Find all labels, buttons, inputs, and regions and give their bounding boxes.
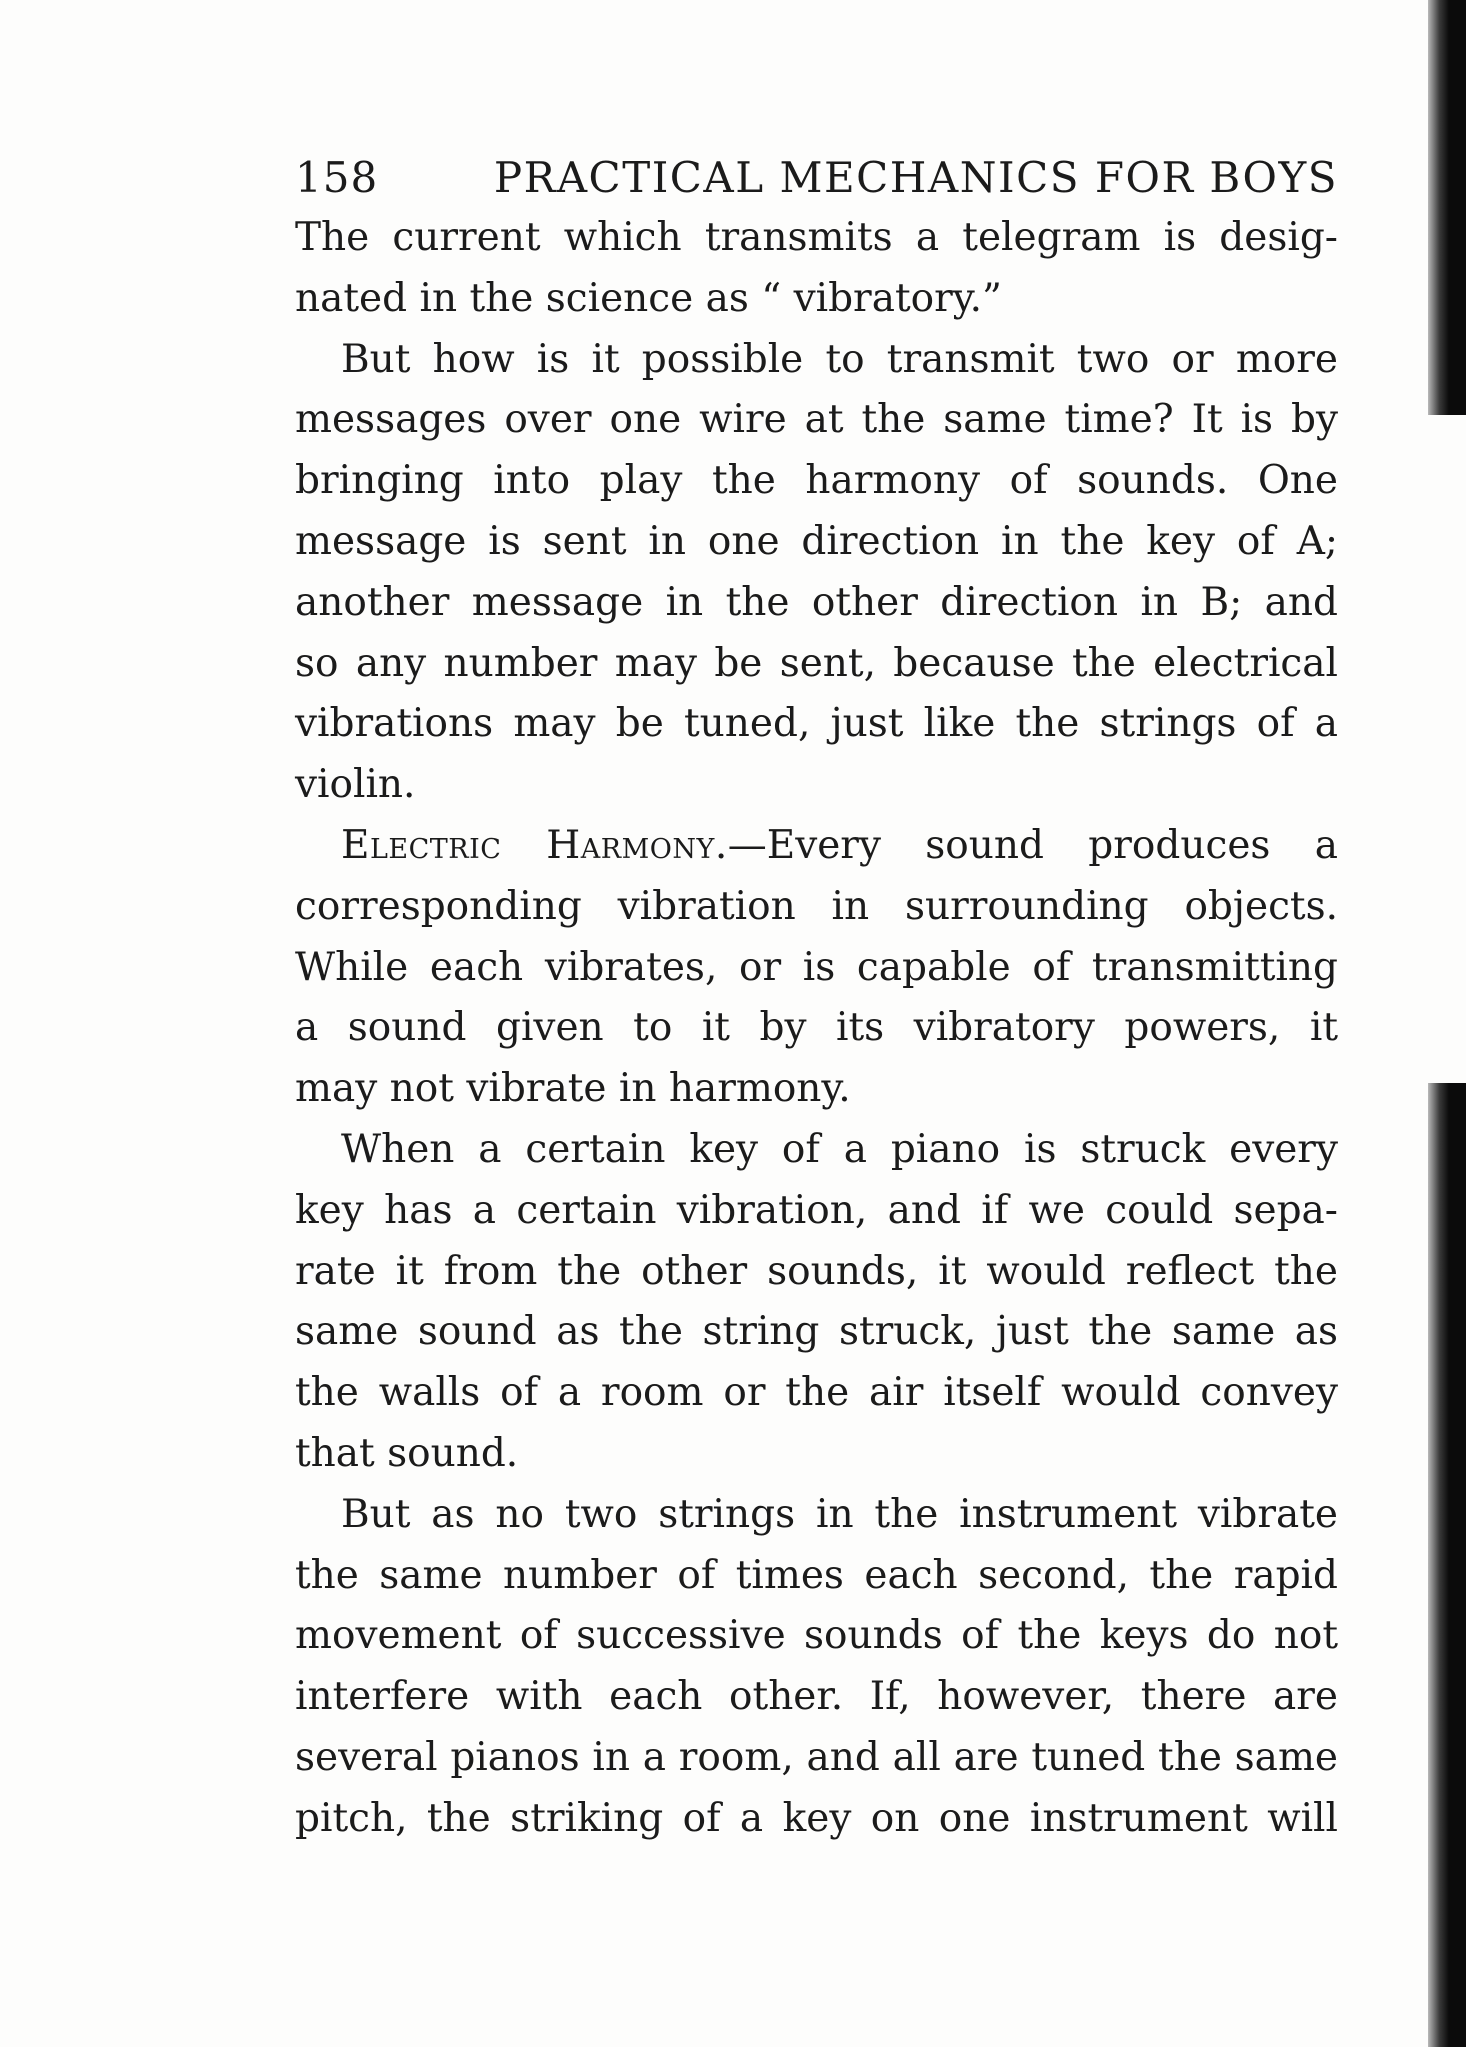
text-line: movement of successive sounds of the keys do not [295,1613,1338,1659]
text-line: same sound as the string struck, just the same as [295,1309,1338,1355]
paragraph-2 [295,330,1338,816]
text-line-continuation: —Every sound produces a [727,822,1338,868]
text-line: that sound. [295,1430,519,1476]
text-line: nated in the science as “ vibratory.” [295,275,1002,321]
paragraph-electric-harmony [295,816,1338,1120]
text-line: When a certain key of a piano is struck every [341,1126,1338,1172]
text-line: may not vibrate in harmony. [295,1066,851,1112]
text-line [295,816,1338,877]
text-line: vibrations may be tuned, just like the strings of a [295,701,1338,747]
paragraph-4 [295,1120,1338,1485]
text-line: But as no two strings in the instrument vibrate [341,1491,1338,1537]
text-line: messages over one wire at the same time? It is by [295,397,1338,443]
text-line: But how is it possible to transmit two or more [341,336,1338,382]
page-number: 158 [295,153,379,202]
paragraph-1 [295,208,1338,330]
running-header [295,150,1338,208]
text-line: pitch, the striking of a key on one instrument will [295,1795,1338,1841]
paragraph-5 [295,1485,1338,1850]
text-line: a sound given to it by its vibratory powers, it [295,1005,1338,1051]
text-line: key has a certain vibration, and if we could sepa- [295,1187,1338,1233]
text-line: corresponding vibration in surrounding objects. [295,883,1338,929]
text-line: the same number of times each second, the rapid [295,1552,1338,1598]
page-edge-shadow-bottom [1428,1083,1466,2047]
text-line: rate it from the other sounds, it would reflect the [295,1248,1338,1294]
text-line: bringing into play the harmony of sounds. One [295,458,1338,504]
text-line: The current which transmits a telegram is desig- [295,215,1338,260]
text-line: While each vibrates, or is capable of transmitting [295,944,1338,990]
page-edge-shadow-top [1428,0,1466,415]
text-line: message is sent in one direction in the key of A; [295,518,1338,564]
text-line: another message in the other direction in B; and [295,579,1338,625]
text-line: violin. [295,762,416,808]
text-line: interfere with each other. If, however, there are [295,1674,1338,1720]
running-title: PRACTICAL MECHANICS FOR BOYS [493,153,1338,202]
text-line: several pianos in a room, and all are tuned the same [295,1734,1338,1780]
page-text-block [295,150,1338,1850]
text-line: the walls of a room or the air itself would convey [295,1370,1338,1416]
section-heading: Electric Harmony. [341,822,728,868]
text-line: so any number may be sent, because the electrical [295,640,1338,686]
